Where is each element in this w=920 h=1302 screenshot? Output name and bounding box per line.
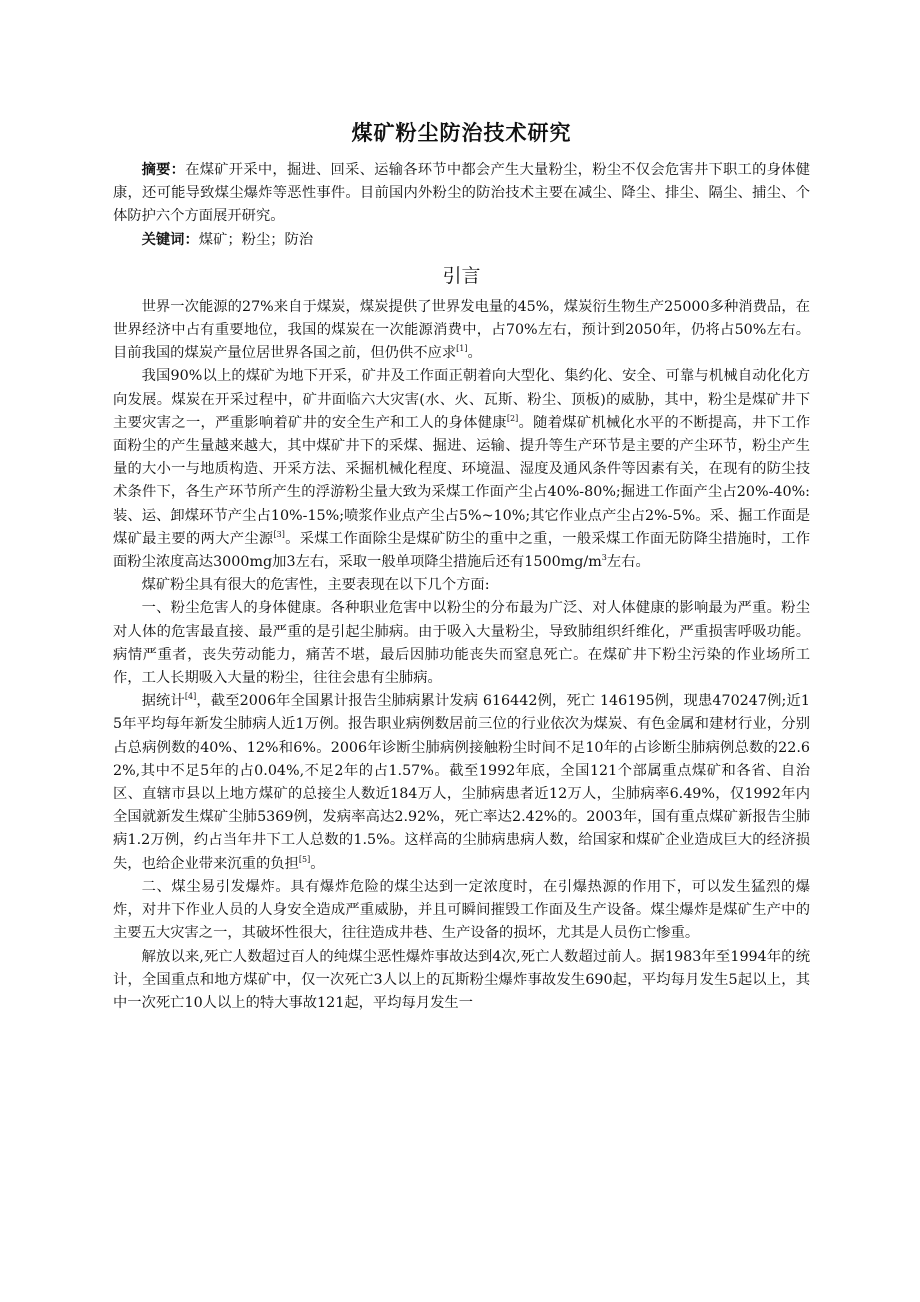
paragraph-1-tail: 。 (467, 345, 482, 362)
paragraph-2 (113, 365, 810, 574)
paragraph-1 (113, 296, 810, 366)
paragraph-2-text-d: 左右。 (606, 554, 650, 571)
section-heading-intro: 引言 (442, 264, 481, 287)
paragraph-4: 一、粉尘危害人的身体健康。各种职业危害中以粉尘的分布最为广泛、对人体健康的影响最为严重。粉尘对人体的危害最直接、最严重的是引起尘肺病。由于吸入大量粉尘，导致肺组织纤维化，严重损害呼吸功能。病情严重者，丧失劳动能力，痛苦不堪，最后因肺功能丧失而窒息死亡。在煤矿井下粉尘污染的作业场所工作，工人长期吸入大量的粉尘，往往会患有尘肺病。 (113, 600, 810, 687)
paragraph-2-text-c: 。采煤工作面除尘是煤矿防尘的重中之重，一般采煤工作面无防降尘措施时，工作面粉尘浓度高达3000mg加3左右，采取一般单项降尘措施后还有1500mg/m (113, 530, 811, 571)
keywords-label: 关键词： (141, 231, 199, 248)
unit-superscript: 3 (601, 553, 607, 563)
citation-3: [3] (273, 530, 285, 540)
paragraph-2-text-b: 。随着煤矿机械化水平的不断提高，井下工作面粉尘的产生量越来越大，其中煤矿井下的采煤、掘进、运输、提升等生产环节是主要的产尘环节，粉尘产生量的大小一与地质构造、开采方法、采掘机械化程度、环境温、湿度及通风条件等因素有关，在现有的防尘技术条件下，各生产环节所产生的浮游粉尘量大致为采煤工作面产尘占40%-80%;掘进工作面产尘占20%-40%:装、运、卸煤环节产尘占10%-15%;喷浆作业点产尘占5%~10%;其它作业点产尘占2%-5%。采、掘工作面是煤矿最主要的两大产尘源 (113, 414, 811, 547)
document-page (113, 118, 810, 1015)
keywords-paragraph (113, 229, 810, 252)
citation-2: [2] (506, 414, 519, 424)
page-title: 煤矿粉尘防治技术研究 (351, 121, 572, 145)
paragraph-5 (113, 690, 810, 876)
paragraph-1-text: 世界一次能源的27%来自于煤炭，煤炭提供了世界发电量的45%，煤炭衍生物生产25000多种消费品，在世界经济中占有重要地位，我国的煤炭在一次能源消费中，占70%左右，预计到2050年，仍将占50%左右。目前我国的煤炭产量位居世界各国之前，但仍供不应求 (113, 298, 810, 362)
paragraph-2-text-a: 我国90%以上的煤矿为地下开采，矿井及工作面正朝着向大型化、集约化、安全、可靠与机械自动化化方向发展。煤炭在开采过程中，矿井面临六大灾害(水、火、瓦斯、粉尘、顶板)的威胁，其中，粉尘是煤矿井下主要灾害之一，严重影响着矿井的安全生产和工人的身体健康 (113, 368, 810, 431)
paragraph-5-text-c: 。 (310, 855, 325, 872)
abstract-paragraph (113, 159, 810, 229)
paragraph-7: 解放以来,死亡人数超过百人的纯煤尘恶性爆炸事故达到4次,死亡人数超过前人。据1983年至1994年的统计，全国重点和地方煤矿中，仅一次死亡3人以上的瓦斯粉尘爆炸事故发生690起，平均每月发生5起以上，其中一次死亡10人以上的特大事故121起，平均每月发生一 (113, 948, 810, 1011)
paragraph-5-text-a: 据统计 (141, 693, 185, 710)
citation-1: [1] (456, 344, 468, 354)
paragraph-6: 二、煤尘易引发爆炸。具有爆炸危险的煤尘达到一定浓度时，在引爆热源的作用下，可以发生猛烈的爆炸，对井下作业人员的人身安全造成严重威胁，并且可瞬间摧毁工作面及生产设备。煤尘爆炸是煤矿生产中的主要五大灾害之一，其破坏性很大，往往造成井巷、生产设备的损坏，尤其是人员伤亡惨重。 (113, 878, 810, 942)
abstract-text: 在煤矿开采中，掘进、回采、运输各环节中都会产生大量粉尘，粉尘不仅会危害井下职工的身体健康，还可能导致煤尘爆炸等恶性事件。目前国内外粉尘的防治技术主要在减尘、降尘、排尘、隔尘、捕尘、个体防护六个方面展开研究。 (113, 162, 810, 225)
citation-4: [4] (184, 692, 197, 702)
abstract-label: 摘要： (141, 162, 186, 178)
citation-5: [5] (298, 854, 311, 864)
keywords-text: 煤矿；粉尘；防治 (198, 231, 314, 248)
paragraph-5-text-b: ，截至2006年全国累计报告尘肺病累计发病 616442例，死亡 146195例，现患470247例;近15年平均每年新发尘肺病人近1万例。报告职业病例数居前三位的行业依次为煤炭、有色金属和建材行业，分别占总病例数的40%、12%和6%。2006年诊断尘肺病例接触粉尘时间不足10年的占诊断尘肺病例总数的22.62%,其中不足5年的占0.04%,不足2年的占1.57%。截至1992年底，全国121个部属重点煤矿和各省、自治区、直辖市县以上地方煤矿的总接尘人数近184万人，尘肺病患者近12万人，尘肺病率6.49%，仅1992年内全国就新发生煤矿尘肺5369例，发病率高达2.92%，死亡率达2.42%的。2003年，国有重点煤矿新报告尘肺病1.2万例，约占当年井下工人总数的1.5%。这样高的尘肺病患病人数，给国家和煤矿企业造成巨大的经济损失，也给企业带来沉重的负担 (113, 693, 810, 872)
paragraph-3: 煤矿粉尘具有很大的危害性，主要表现在以下几个方面: (141, 577, 490, 594)
